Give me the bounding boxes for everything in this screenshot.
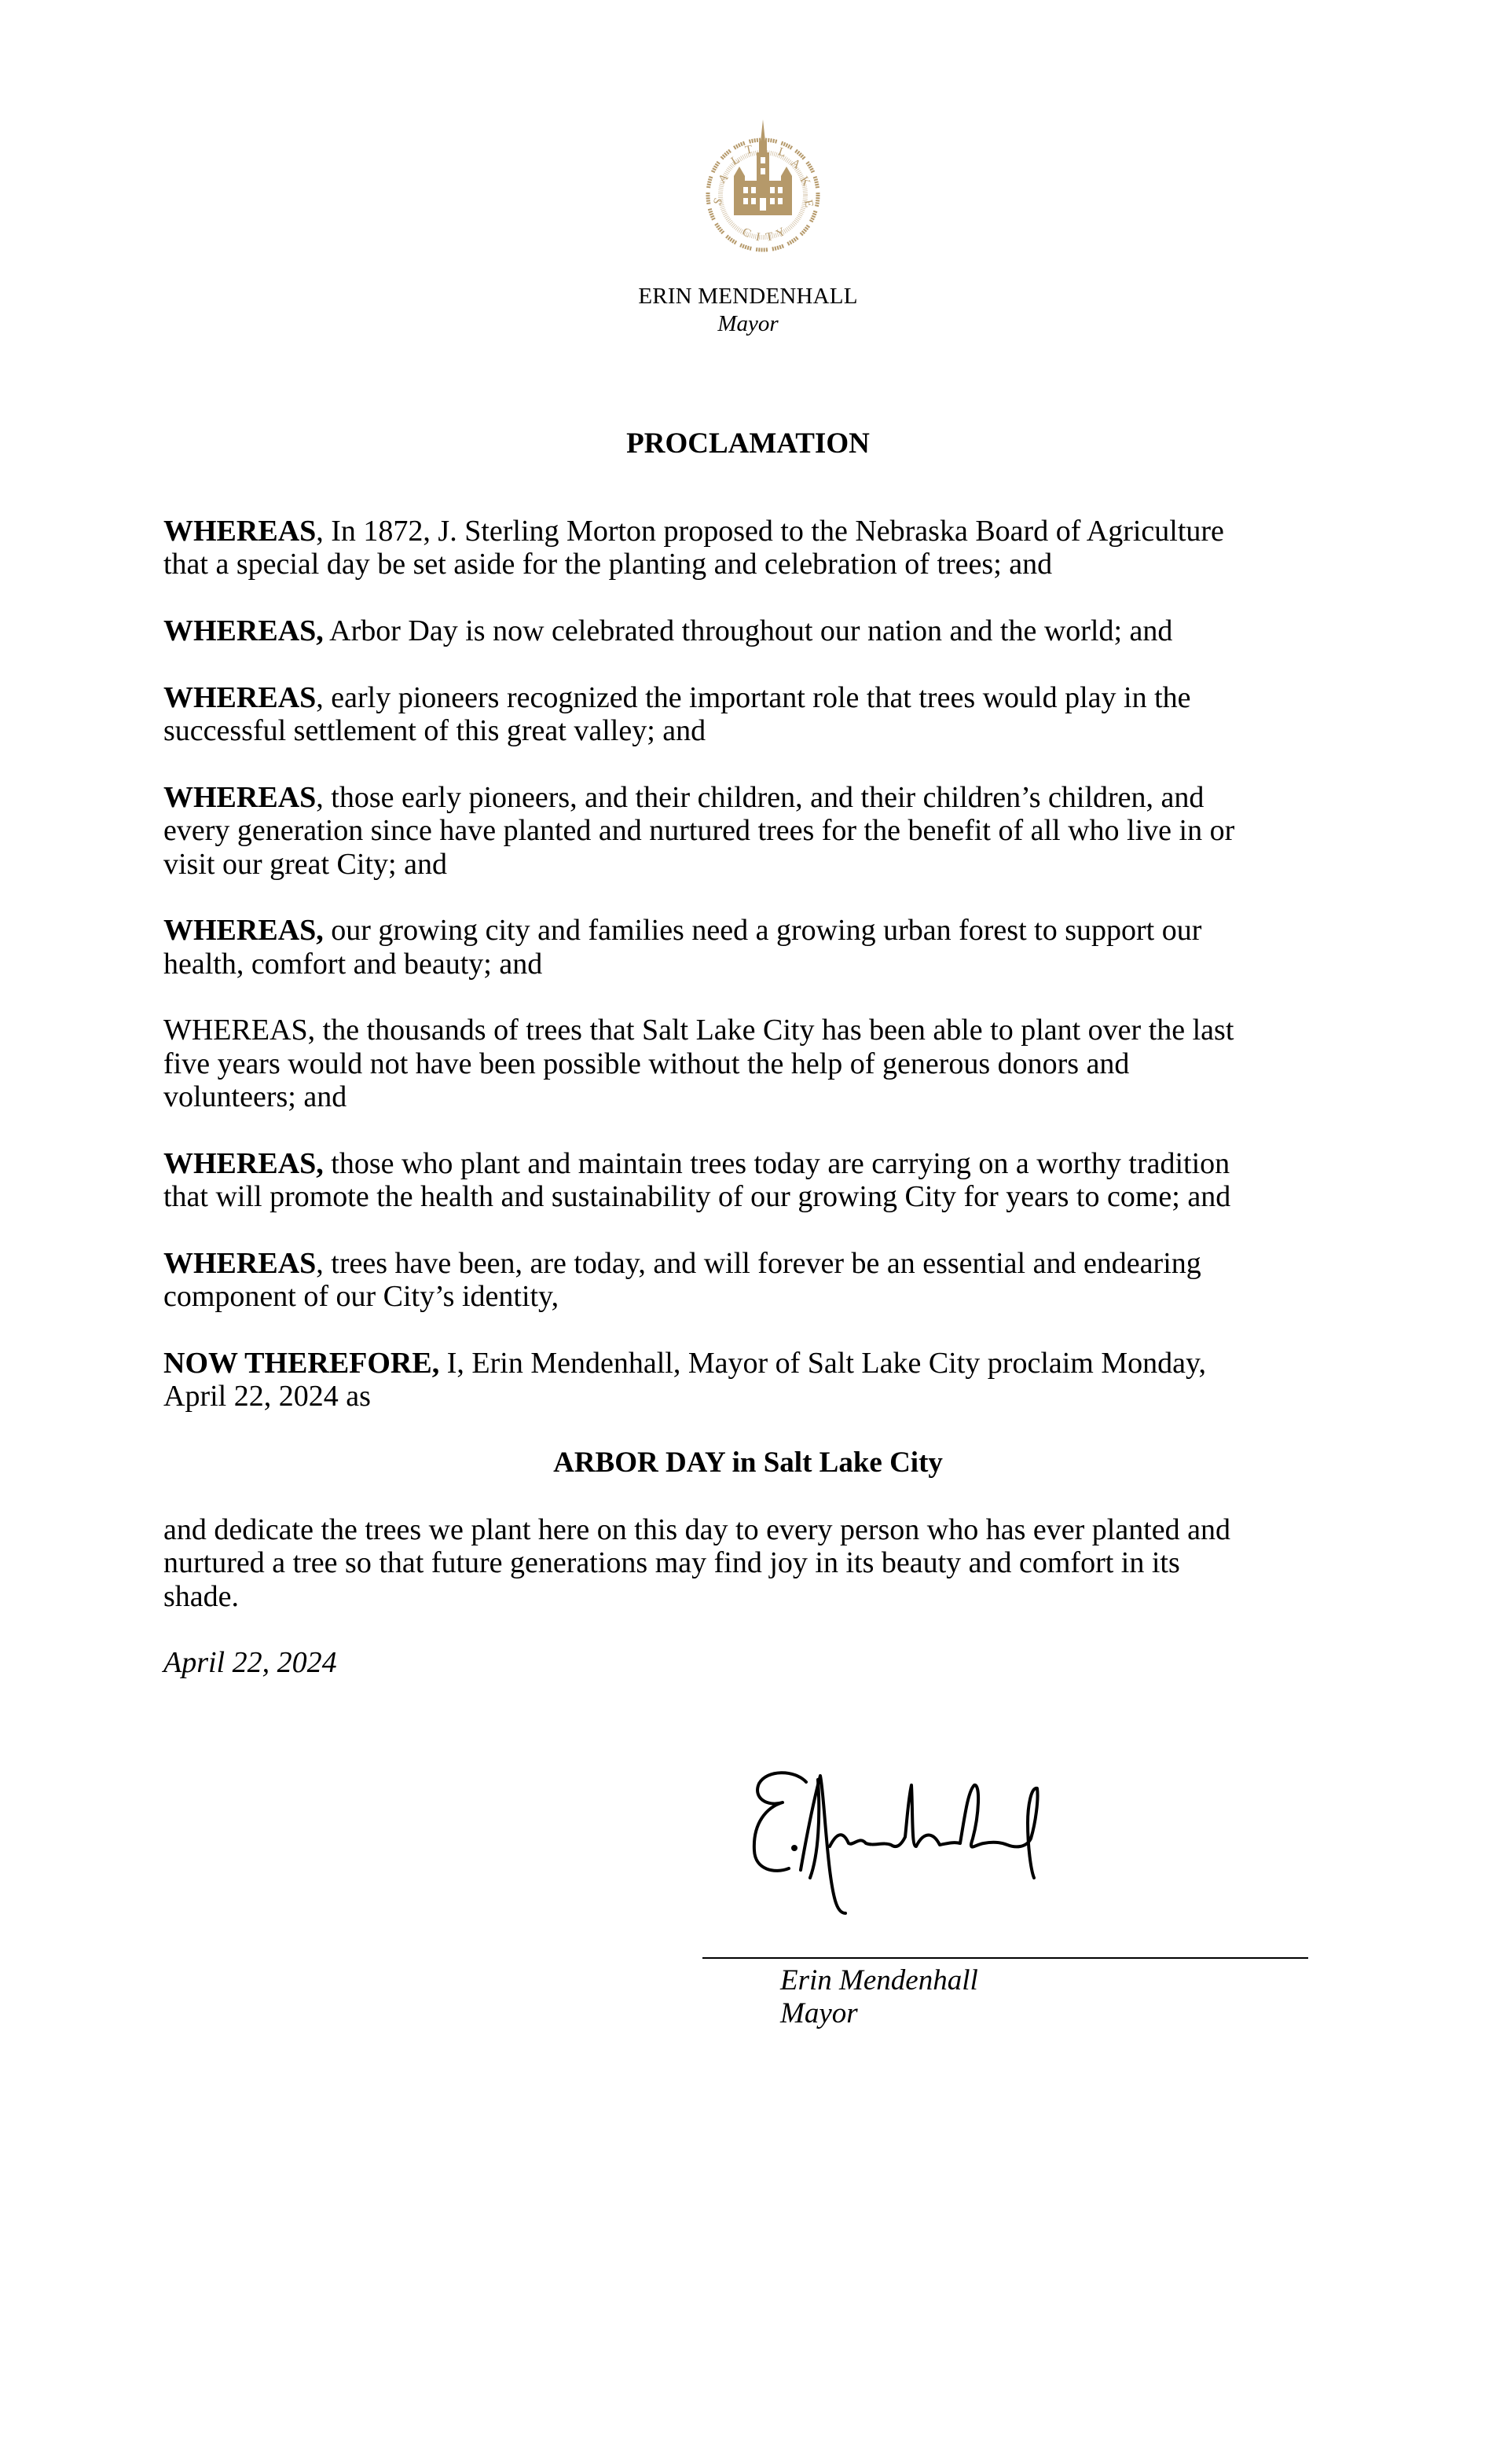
svg-text:A: A: [788, 156, 803, 172]
paragraph-line: successful settlement of this great valley; and: [163, 714, 706, 748]
paragraph-text: , In 1872, J. Sterling Morton proposed to the Nebraska Board of Agriculture: [316, 515, 1224, 548]
svg-text:L: L: [776, 145, 788, 160]
signatory-title: Mayor: [780, 1997, 858, 2030]
date-text: April 22, 2024: [163, 1646, 337, 1680]
paragraph-lead: WHEREAS,: [163, 614, 324, 648]
paragraph-text: , trees have been, are today, and will forever be an essential and endearing: [316, 1246, 1201, 1280]
whereas-paragraph-2: [163, 614, 1342, 647]
svg-text:E: E: [801, 199, 816, 209]
mayor-name-header: ERIN MENDENHALL: [638, 284, 858, 309]
proclamation-date: [163, 1646, 1342, 1679]
paragraph-line: volunteers; and: [163, 1080, 347, 1114]
paragraph-text: I, Erin Mendenhall, Mayor of Salt Lake City proclaim Monday,: [439, 1346, 1207, 1380]
svg-text:C: C: [739, 226, 754, 240]
paragraph-lead: WHEREAS: [163, 1014, 308, 1047]
dedication-paragraph: [163, 1513, 1342, 1613]
paragraph-lead: WHEREAS: [163, 1246, 317, 1280]
signatory-block: [780, 1964, 978, 2031]
paragraph-line: that a special day be set aside for the planting and celebration of trees; and: [163, 548, 1053, 581]
paragraph-text: those who plant and maintain trees today are carrying on a worthy tradition: [323, 1146, 1230, 1180]
paragraph-text: , those early pioneers, and their children, and their children’s children, and: [316, 780, 1204, 814]
paragraph-line: shade.: [163, 1579, 240, 1613]
document-title: PROCLAMATION: [626, 427, 870, 460]
whereas-paragraph-6: [163, 1014, 1342, 1113]
signature-icon: [751, 1768, 1081, 1921]
paragraph-lead: WHEREAS: [163, 780, 317, 814]
paragraph-line: every generation since have planted and nurtured trees for the benefit of all who live in or: [163, 814, 1235, 848]
svg-text:A: A: [716, 171, 732, 186]
now-therefore-paragraph: [163, 1347, 1342, 1414]
paragraph-line: health, comfort and beauty; and: [163, 947, 543, 981]
paragraph-line: component of our City’s identity,: [163, 1280, 559, 1314]
svg-text:T: T: [744, 143, 754, 157]
paragraph-text: Arbor Day is now celebrated throughout our nation and the world; and: [323, 614, 1173, 648]
whereas-paragraph-4: [163, 781, 1342, 881]
whereas-paragraph-1: [163, 515, 1342, 581]
whereas-paragraph-5: [163, 914, 1342, 981]
paragraph-text: our growing city and families need a growing urban forest to support our: [323, 914, 1202, 948]
paragraph-text: , the thousands of trees that Salt Lake City has been able to plant over the last: [307, 1014, 1234, 1047]
whereas-paragraph-8: [163, 1247, 1342, 1314]
paragraph-line: that will promote the health and sustainability of our growing City for years to come; and: [163, 1180, 1231, 1214]
paragraph-line: and dedicate the trees we plant here on this day to every person who has ever planted and: [163, 1512, 1230, 1546]
mayor-title-header: Mayor: [717, 311, 779, 336]
whereas-paragraph-7: [163, 1147, 1342, 1214]
paragraph-line: visit our great City; and: [163, 847, 447, 881]
salt-lake-city-seal-icon: [696, 110, 830, 255]
paragraph-lead: WHEREAS: [163, 680, 317, 714]
paragraph-lead: WHEREAS,: [163, 914, 324, 948]
svg-text:L: L: [729, 153, 742, 168]
paragraph-text: , early pioneers recognized the important role that trees would play in the: [316, 680, 1191, 714]
svg-text:Y: Y: [774, 225, 788, 241]
svg-text:S: S: [711, 196, 726, 207]
signatory-name: Erin Mendenhall: [780, 1964, 978, 1996]
whereas-paragraph-3: [163, 681, 1342, 748]
paragraph-lead: WHEREAS,: [163, 1146, 324, 1180]
svg-text:T: T: [764, 230, 775, 244]
svg-text:K: K: [797, 174, 813, 189]
proclaimed-title: [0, 1446, 1496, 1480]
paragraph-line: nurtured a tree so that future generations may find joy in its beauty and comfort in its: [163, 1546, 1180, 1580]
svg-text:I: I: [754, 230, 761, 244]
paragraph-lead: WHEREAS: [163, 515, 317, 548]
signature-line: [702, 1957, 1308, 1959]
paragraph-line: five years would not have been possible without the help of generous donors and: [163, 1047, 1130, 1080]
proclaimed-title-text: ARBOR DAY in Salt Lake City: [553, 1446, 943, 1480]
paragraph-lead: NOW THEREFORE,: [163, 1346, 440, 1380]
proclamation-body: [163, 515, 1342, 1713]
paragraph-line: April 22, 2024 as: [163, 1380, 371, 1414]
